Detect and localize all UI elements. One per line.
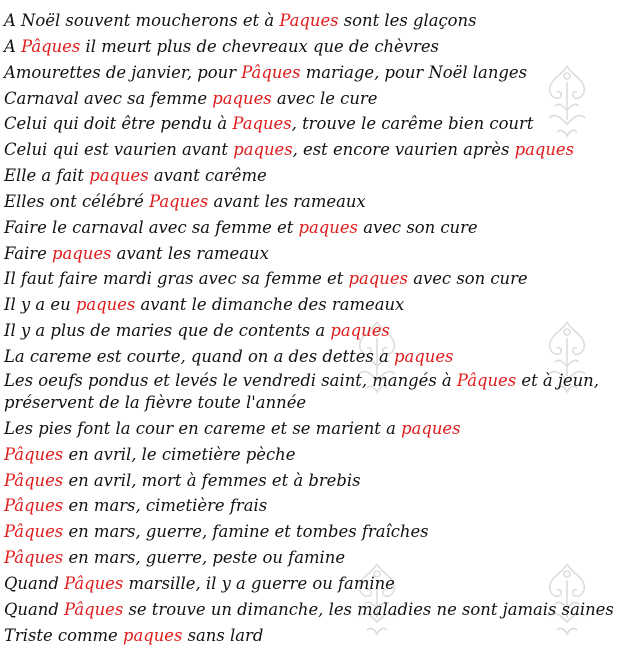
proverb-text: , est encore vaurien après [292,140,515,160]
proverb-text: Il faut faire mardi gras avec sa femme et [4,269,349,289]
proverb-text: A Noël souvent moucherons et à [4,11,280,30]
proverb-text: La careme est courte, quand on a des dettes a [4,346,395,366]
proverb-text: Il y a plus de maries que de contents a [4,321,331,341]
proverb-line [4,344,644,370]
proverb-line [4,623,644,649]
proverb-text: en avril, mort à femmes et à brebis [63,470,361,490]
proverb-line [4,468,644,494]
proverb-line [4,86,644,112]
easter-word: paques [75,295,136,315]
proverb-line [4,189,644,215]
proverb-line [4,163,644,189]
easter-word: Pâques [64,573,124,593]
proverb-text: en avril, le cimetière pèche [63,444,296,464]
proverb-line [4,34,644,60]
easter-word: paques [233,140,293,160]
proverb-text: Il y a eu [4,295,76,315]
proverb-line [4,442,644,468]
proverb-text: avec son cure [407,269,528,289]
easter-word: Paques [279,11,339,30]
proverb-text: Les oeufs pondus et levés le vendredi saint, mangés à [4,370,457,390]
easter-word: paques [401,418,461,438]
easter-word: Pâques [241,62,301,82]
easter-word: Paques [149,191,209,211]
proverb-text: Amourettes de janvier, pour [4,62,242,82]
proverb-line [4,519,644,545]
proverb-text: et à jeun, préservent de la fièvre toute l'année [4,370,599,412]
proverb-text: Faire le carnaval avec sa femme et [4,217,299,237]
proverb-text: avec son cure [357,217,478,237]
proverb-line [4,8,644,34]
easter-word: paques [514,140,575,160]
proverb-text: Elles ont célébré [4,191,150,211]
proverb-text: sont les glaçons [338,11,477,30]
proverb-line [4,215,644,241]
proverb-line [4,241,644,267]
proverb-line [4,571,644,597]
proverb-text: il meurt plus de chevreaux que de chèvres [80,36,439,56]
proverb-line [4,292,644,318]
proverb-line [4,266,644,292]
proverb-text: en mars, cimetière frais [63,496,268,516]
proverb-text: sans lard [182,625,264,645]
easter-word: Pâques [4,444,64,464]
proverb-line [4,416,644,442]
proverb-text: Quand [4,599,65,619]
easter-word: Pâques [4,522,64,542]
easter-word: Pâques [4,548,64,568]
proverb-text: Faire [4,243,53,263]
proverb-line [4,493,644,519]
proverb-text: en mars, guerre, famine et tombes fraîches [63,522,429,542]
easter-word: Pâques [64,599,124,619]
proverb-text: , trouve le carême bien court [291,114,534,134]
proverb-text: avant les rameaux [111,243,269,263]
proverb-line [4,60,644,86]
proverb-text: A [4,36,22,56]
proverb-line [4,318,644,344]
easter-word: Pâques [4,470,64,490]
proverb-text: en mars, guerre, peste ou famine [63,548,346,568]
proverb-text: marsille, il y a guerre ou famine [123,573,395,593]
easter-word: paques [348,269,408,289]
proverb-text: avant carême [148,166,267,186]
proverb-text: Celui qui est vaurien avant [4,140,234,160]
easter-word: paques [89,166,149,186]
proverb-line [4,597,644,623]
easter-word: paques [212,88,272,108]
easter-word: Pâques [4,496,64,516]
proverb-text: Carnaval avec sa femme [4,88,213,108]
easter-word: paques [330,321,390,341]
proverb-text: mariage, pour Noël langes [300,62,527,82]
easter-word: Pâques [456,370,517,390]
proverb-text: avant les rameaux [208,191,366,211]
proverb-line [4,111,644,137]
easter-word: Paques [232,114,292,134]
easter-word: paques [394,346,454,366]
easter-word: Pâques [21,36,81,56]
proverb-line [4,545,644,571]
easter-word: paques [122,625,183,645]
proverb-text: Celui qui doit être pendu à [4,114,233,134]
proverb-text: avec le cure [271,88,378,108]
easter-word: paques [298,217,358,237]
easter-word: paques [52,243,112,263]
proverb-text: avant le dimanche des rameaux [135,295,405,315]
proverb-line [4,137,644,163]
proverb-text: Elle a fait [4,166,90,186]
proverb-line [4,370,624,416]
proverb-text: Les pies font la cour en careme et se marient a [4,418,402,438]
proverb-text: Quand [4,573,65,593]
proverb-text: se trouve un dimanche, les maladies ne sont jamais saines [123,599,614,619]
proverb-text: Triste comme [4,625,123,645]
